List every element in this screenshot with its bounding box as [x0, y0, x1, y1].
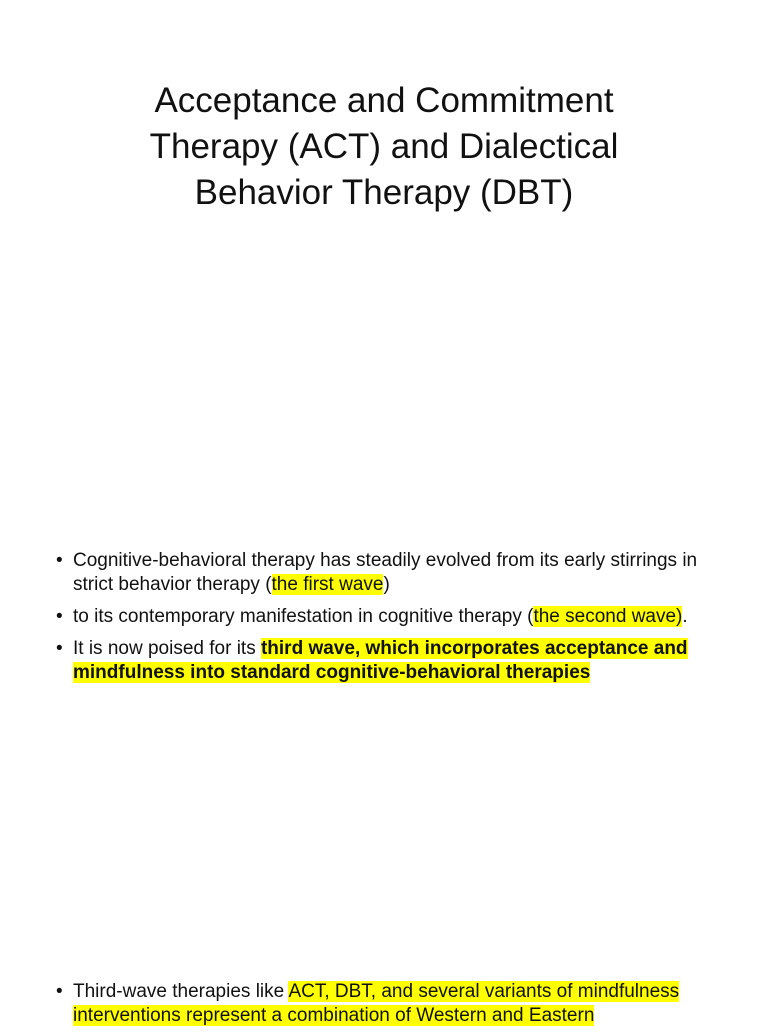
title-line-1: Acceptance and Commitment — [154, 81, 614, 120]
bullet-first-wave — [56, 549, 728, 597]
bullet-text-end: . — [682, 606, 688, 627]
bullet-marker: • — [56, 981, 63, 1002]
bullet-third-wave-therapies — [56, 980, 728, 1028]
bullet-marker: • — [56, 606, 63, 627]
bullet-marker: • — [56, 638, 63, 659]
bullet-third-wave — [56, 637, 728, 685]
highlighted-text: the second wave) — [533, 606, 683, 627]
bullet-list-continued — [56, 980, 728, 1036]
title-line-3: Behavior Therapy (DBT) — [194, 173, 574, 212]
highlighted-text: the first wave — [271, 574, 384, 595]
bullet-text: Cognitive-behavioral therapy has steadily evolved from its early stirrings in strict behavior therapy ( — [73, 550, 698, 595]
bullet-text: Third-wave therapies like — [73, 981, 289, 1002]
slide-title — [60, 78, 708, 216]
bullet-second-wave — [56, 605, 728, 629]
bullet-marker: • — [56, 550, 63, 571]
bullet-text: It is now poised for its — [73, 638, 261, 659]
bullet-list — [56, 549, 728, 693]
bullet-text-end: ) — [383, 574, 390, 595]
highlighted-bold-text: third wave, which incorporates acceptance and mindfulness into standard cognitive-behavioral therapies — [73, 638, 688, 683]
title-line-2: Therapy (ACT) and Dialectical — [149, 127, 619, 166]
bullet-text: to its contemporary manifestation in cognitive therapy ( — [73, 606, 534, 627]
highlighted-text: ACT, DBT, and several variants of mindfulness interventions represent a combination of Western and Eastern — [73, 981, 680, 1026]
